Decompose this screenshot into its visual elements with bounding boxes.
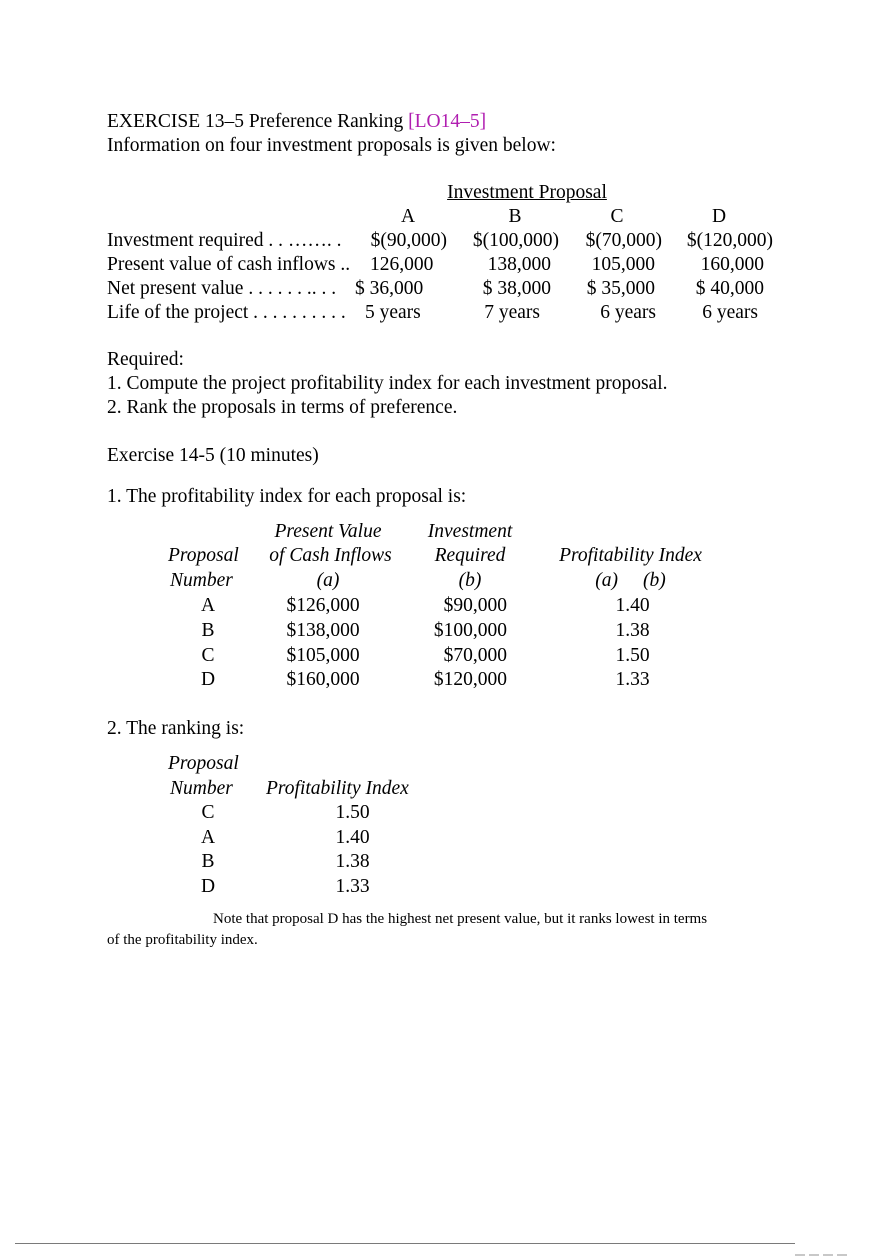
ranking-row-4-pi: 1.33 [335, 876, 370, 897]
cell-npv-c: $ 35,000 [586, 278, 655, 299]
cell-investment-c: $(70,000) [585, 230, 662, 251]
row-label-investment-required: Investment required . . ……. . [107, 230, 342, 251]
cell-life-d: 6 years [702, 302, 758, 323]
table1-row-c-pv: $105,000 [286, 645, 360, 666]
table1-row-d-pv: $160,000 [286, 669, 360, 690]
table1-row-b-pi: 1.38 [615, 620, 650, 641]
column-header-d: D [711, 206, 727, 227]
table1-row-a-pi: 1.40 [615, 595, 650, 616]
header-pi-line1: Profitability Index [559, 545, 702, 566]
column-header-c: C [610, 206, 624, 227]
cell-pv-b: 138,000 [487, 254, 551, 275]
cell-npv-a: $ 36,000 [355, 278, 424, 299]
cell-npv-d: $ 40,000 [695, 278, 764, 299]
table1-row-d-proposal: D [200, 669, 216, 690]
required-label: Required: [107, 349, 184, 370]
ranking-row-1-pi: 1.50 [335, 802, 370, 823]
ranking-row-2-proposal: A [200, 827, 216, 848]
footer-rule [15, 1243, 795, 1244]
part2-intro: 2. The ranking is: [107, 718, 245, 739]
table1-row-a-inv: $90,000 [443, 595, 507, 616]
footer-decoration [795, 1238, 865, 1247]
table1-row-d-inv: $120,000 [433, 669, 507, 690]
table1-row-b-inv: $100,000 [433, 620, 507, 641]
exercise-title [107, 110, 486, 134]
note-line-1: Note that proposal D has the highest net present value, but it ranks lowest in terms [213, 911, 708, 927]
column-header-a: A [400, 206, 416, 227]
table-header-investment-proposal: Investment Proposal [447, 182, 607, 203]
header-pv-line3: (a) [316, 570, 340, 591]
cell-investment-a: $(90,000) [370, 230, 447, 251]
ranking-header-proposal-line1: Proposal [168, 753, 239, 774]
column-header-b: B [508, 206, 522, 227]
header-pi-line2: (a) (b) [605, 570, 656, 591]
cell-investment-b: $(100,000) [472, 230, 559, 251]
cell-investment-d: $(120,000) [686, 230, 773, 251]
part1-intro: 1. The profitability index for each proposal is: [107, 486, 467, 507]
required-item-2: 2. Rank the proposals in terms of preference. [107, 397, 458, 418]
ranking-header-pi: Profitability Index [266, 778, 409, 799]
cell-life-a: 5 years [365, 302, 421, 323]
cell-life-c: 6 years [600, 302, 656, 323]
ranking-header-proposal-line2: Number [170, 778, 233, 799]
exercise-title-text: EXERCISE 13–5 Preference Ranking [107, 111, 409, 132]
cell-pv-a: 126,000 [370, 254, 434, 275]
header-proposal-line2: Number [170, 570, 233, 591]
ranking-row-1-proposal: C [201, 802, 215, 823]
table1-row-c-pi: 1.50 [615, 645, 650, 666]
note-line-2: of the profitability index. [107, 932, 258, 948]
header-pv-line2: of Cash Inflows [269, 545, 392, 566]
header-inv-line3: (b) [458, 570, 482, 591]
table1-row-c-proposal: C [201, 645, 215, 666]
ranking-row-4-proposal: D [200, 876, 216, 897]
required-item-1: 1. Compute the project profitability index for each investment proposal. [107, 373, 668, 394]
header-proposal-line1: Proposal [168, 545, 239, 566]
header-inv-line1: Investment [427, 521, 513, 542]
table1-row-a-proposal: A [200, 595, 216, 616]
header-inv-line2: Required [434, 545, 506, 566]
table1-row-b-pv: $138,000 [286, 620, 360, 641]
exercise-intro: Information on four investment proposals is given below: [107, 135, 556, 156]
table1-row-d-pi: 1.33 [615, 669, 650, 690]
learning-objective-ref: [LO14–5] [408, 111, 487, 132]
row-label-life-of-project: Life of the project . . . . . . . . . . [107, 302, 346, 323]
header-pv-line1: Present Value [274, 521, 382, 542]
solution-heading: Exercise 14-5 (10 minutes) [107, 445, 319, 466]
row-label-net-present-value: Net present value . . . . . . .. . . [107, 278, 337, 299]
ranking-row-3-pi: 1.38 [335, 851, 370, 872]
row-label-present-value: Present value of cash inflows .. [107, 254, 351, 275]
cell-pv-d: 160,000 [700, 254, 764, 275]
ranking-row-3-proposal: B [201, 851, 215, 872]
table1-row-a-pv: $126,000 [286, 595, 360, 616]
cell-life-b: 7 years [484, 302, 540, 323]
table1-row-c-inv: $70,000 [443, 645, 507, 666]
ranking-row-2-pi: 1.40 [335, 827, 370, 848]
table1-row-b-proposal: B [201, 620, 215, 641]
cell-npv-b: $ 38,000 [482, 278, 551, 299]
cell-pv-c: 105,000 [591, 254, 655, 275]
